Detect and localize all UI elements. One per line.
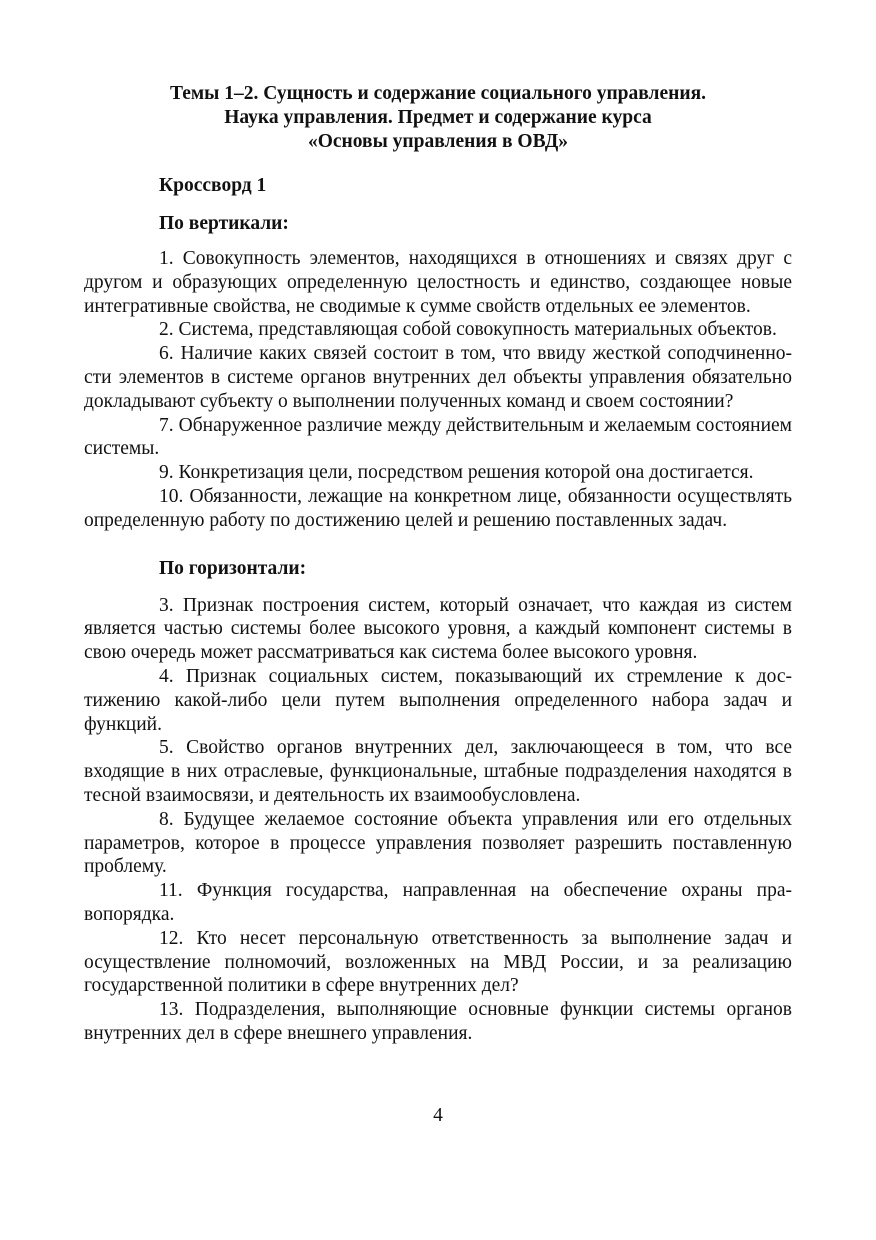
- clue-text: Наличие каких связей состоит в том, что ввиду жесткой соподчиненности элементов в системе органов внутренних дел объекты управления обязательно докладывают субъекту о выполнении полученных команд и своем состоянии?: [84, 343, 793, 412]
- clue-text: Подразделения, выполняющие основные функции системы органов внутренних дел в сфере внешнего управления.: [84, 999, 792, 1044]
- clue-horizontal-4: [84, 665, 792, 736]
- clue-number: 8.: [159, 808, 174, 830]
- horizontal-clues: [84, 594, 792, 1046]
- clue-number: 9.: [159, 462, 174, 484]
- clue-number: 4.: [159, 665, 174, 687]
- clue-horizontal-5: [84, 736, 792, 807]
- document-page: [84, 82, 792, 1046]
- clue-text: Признак построения систем, который означает, что каждая из систем является частью системы более высокого уровня, а каждый компонент системы в свою очередь может рассматриваться как система более высокого уровня.: [84, 594, 793, 664]
- title-line-2: Наука управления. Предмет и содержание курса: [224, 107, 652, 128]
- clue-number: 7.: [159, 414, 174, 436]
- clue-text: Свойство органов внутренних дел, заключающееся в том, что все входящие в них отраслевые, функциональные, штабные подразделения находятся в тесной взаимосвязи, и деятельность их взаимообусловлена.: [84, 737, 793, 806]
- clue-number: 6.: [159, 343, 174, 365]
- clue-vertical-10: [84, 485, 792, 533]
- clue-number: 2.: [159, 319, 174, 341]
- clue-number: 3.: [159, 594, 174, 616]
- clue-vertical-7: [84, 414, 792, 462]
- clue-number: 1.: [159, 248, 174, 269]
- page-number: 4: [433, 1105, 443, 1126]
- document-title: [84, 82, 792, 154]
- clue-text: Кто несет персональную ответственность за выполнение задач и осуществление полномочий, возложенных на МВД России, и за реализацию государственной политики в сфере внутренних дел?: [84, 927, 792, 997]
- clue-number: 5.: [159, 737, 174, 759]
- clue-number: 12.: [159, 927, 184, 949]
- clue-text: Система, представляющая собой совокупность материальных объектов.: [178, 319, 777, 341]
- vertical-clues: [84, 247, 792, 533]
- clue-text: Обязанности, лежащие на конкретном лице, обязанности осуществлять определенную работу по достижению целей и решению поставленных задач.: [84, 485, 792, 531]
- clue-horizontal-8: [84, 808, 792, 879]
- clue-text: Обнаруженное различие между действительным и желаемым состоянием системы.: [84, 414, 792, 460]
- clue-horizontal-13: [84, 998, 792, 1046]
- clue-number: 10.: [159, 485, 184, 507]
- title-line-1: Темы 1–2. Сущность и содержание социального управления.: [169, 83, 707, 104]
- clue-text: Конкретизация цели, посредством решения которой она достигается.: [178, 462, 754, 484]
- clue-horizontal-12: [84, 927, 792, 998]
- clue-text: Признак социальных систем, показывающий их стремление к достижению какой-либо цели путем выполнения определенного набора задач и функций.: [84, 665, 792, 735]
- crossword-title: Кроссворд 1: [159, 175, 267, 196]
- vertical-heading: По вертикали:: [159, 213, 289, 234]
- clue-vertical-6: [84, 342, 792, 413]
- title-line-3: «Основы управления в ОВД»: [307, 131, 569, 152]
- clue-text: Совокупность элементов, находящихся в отношениях и связях друг с другом и образующих определенную целостность и единство, создающее новые интегративные свойства, не сводимые к сумме свойств отдельных ее элементов.: [84, 248, 792, 317]
- clue-number: 13.: [159, 999, 184, 1021]
- clue-text: Функция государства, направленная на обеспечение охраны правопорядка.: [84, 880, 792, 925]
- horizontal-heading: По горизонтали:: [159, 557, 307, 579]
- clue-horizontal-3: [84, 594, 792, 665]
- clue-vertical-9: [84, 461, 792, 485]
- clue-vertical-2: [84, 318, 792, 342]
- clue-text: Будущее желаемое состояние объекта управления или его отдельных параметров, которое в процессе управления позволяет разрешить поставленную проблему.: [84, 808, 792, 878]
- clue-vertical-1: [84, 247, 792, 318]
- clue-horizontal-11: [84, 879, 792, 927]
- clue-number: 11.: [159, 880, 183, 902]
